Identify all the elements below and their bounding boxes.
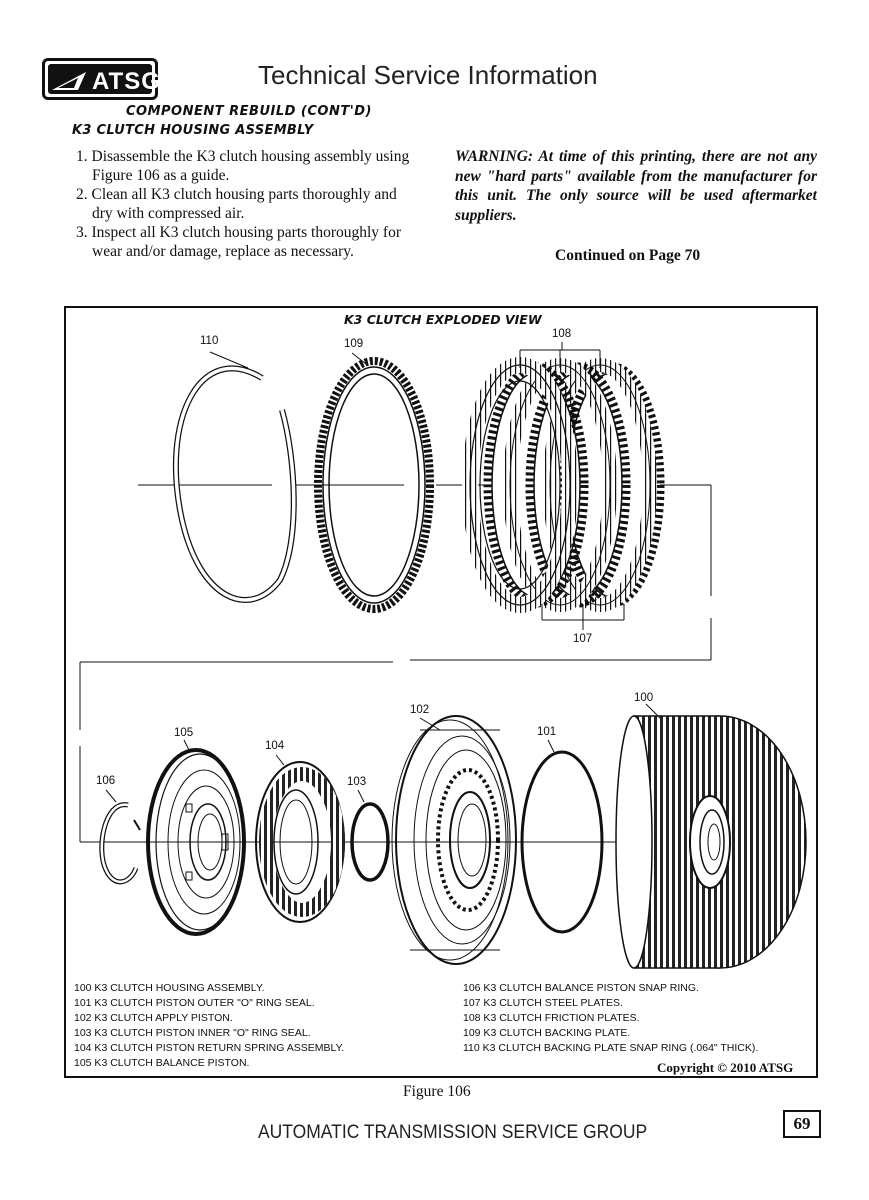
callout-103: 103	[347, 776, 367, 788]
continued-note: Continued on Page 70	[555, 247, 701, 264]
callout-105: 105	[174, 727, 194, 739]
footer-org-name: AUTOMATIC TRANSMISSION SERVICE GROUP	[258, 1122, 648, 1143]
legend-item: 106 K3 CLUTCH BALANCE PISTON SNAP RING.	[463, 982, 699, 994]
callout-109: 109	[344, 338, 364, 350]
legend-item: 100 K3 CLUTCH HOUSING ASSEMBLY.	[74, 982, 265, 994]
figure-title: K3 CLUTCH EXPLODED VIEW	[344, 312, 542, 327]
callout-102: 102	[410, 704, 430, 716]
legend-item: 101 K3 CLUTCH PISTON OUTER "O" RING SEAL.	[74, 997, 315, 1009]
figure-caption: Figure 106	[403, 1083, 471, 1100]
callout-110: 110	[200, 335, 219, 347]
part-102-apply-piston	[392, 716, 516, 964]
legend-item: 110 K3 CLUTCH BACKING PLATE SNAP RING (.064" THICK).	[463, 1042, 759, 1054]
legend-item: 104 K3 CLUTCH PISTON RETURN SPRING ASSEMBLY.	[74, 1042, 345, 1054]
legend-item: 109 K3 CLUTCH BACKING PLATE.	[463, 1027, 631, 1039]
legend-left	[74, 981, 344, 1071]
warning-note: WARNING: At time of this printing, there are not any new "hard parts" available from the manufacturer for this unit. The only source will be used aftermarket suppliers.	[455, 148, 817, 224]
callout-108: 108	[552, 328, 572, 340]
callout-101: 101	[537, 726, 557, 738]
legend-item: 107 K3 CLUTCH STEEL PLATES.	[463, 997, 623, 1009]
part-107-108-clutch-pack	[470, 365, 660, 605]
step-item: 1. Disassemble the K3 clutch housing assembly using Figure 106 as a guide.	[76, 148, 410, 184]
legend-right	[463, 981, 758, 1056]
callout-106: 106	[96, 775, 116, 787]
legend-item: 103 K3 CLUTCH PISTON INNER "O" RING SEAL.	[74, 1027, 311, 1039]
part-100-clutch-housing-assembly	[616, 716, 806, 968]
step-item: 2. Clean all K3 clutch housing parts thoroughly and dry with compressed air.	[76, 186, 397, 222]
legend-item: 105 K3 CLUTCH BALANCE PISTON.	[74, 1057, 250, 1069]
legend-item: 102 K3 CLUTCH APPLY PISTON.	[74, 1012, 233, 1024]
step-item: 3. Inspect all K3 clutch housing parts thoroughly for wear and/or damage, replace as necessary.	[76, 224, 402, 260]
copyright-notice: Copyright © 2010 ATSG	[657, 1060, 794, 1075]
page-number: 69	[783, 1110, 821, 1138]
part-110-backing-plate-snap-ring	[176, 368, 294, 600]
part-106-balance-piston-snap-ring	[102, 805, 140, 882]
section-subtitle: K3 CLUTCH HOUSING ASSEMBLY	[72, 123, 314, 138]
callout-104: 104	[265, 740, 285, 752]
logo-text: ATSG	[92, 68, 161, 95]
callout-100: 100	[634, 692, 654, 704]
section-title: COMPONENT REBUILD (CONT'D)	[126, 104, 372, 119]
callout-107: 107	[573, 633, 593, 645]
legend-item: 108 K3 CLUTCH FRICTION PLATES.	[463, 1012, 640, 1024]
page-header-title: Technical Service Information	[258, 60, 598, 90]
